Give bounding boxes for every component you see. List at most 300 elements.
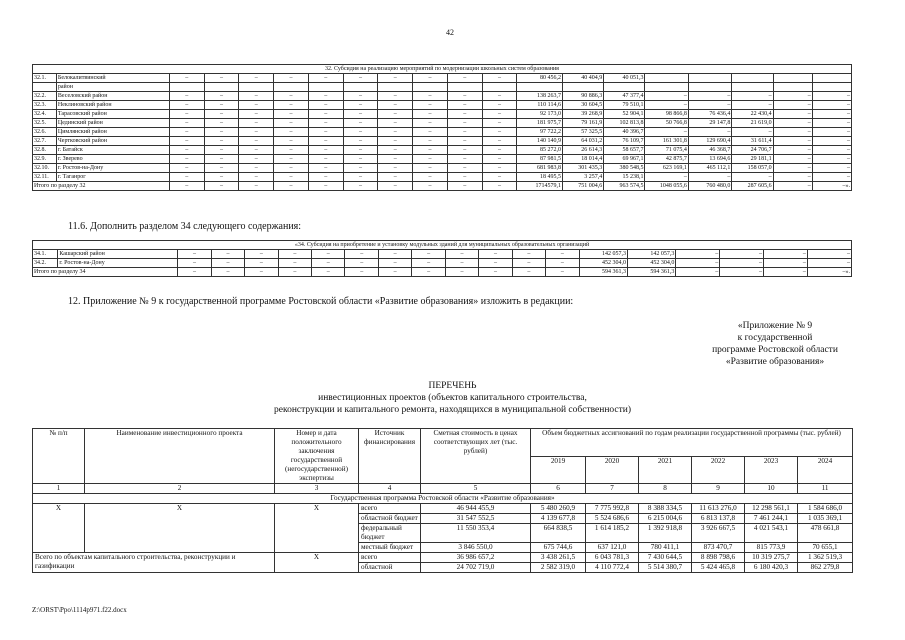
value-cell: 40 396,7 [604, 128, 645, 137]
empty-cell: – [378, 155, 413, 164]
row-number: 34.1. [33, 250, 58, 259]
value-cell: 64 031,2 [562, 137, 603, 146]
value-cell: – [764, 259, 808, 268]
empty-cell: – [308, 92, 343, 101]
value-cell: – [773, 128, 812, 137]
value-cell: 18 495,5 [517, 173, 563, 182]
empty-cell: – [378, 268, 411, 277]
row-name: Чертковский район [56, 137, 169, 146]
empty-cell: – [204, 110, 239, 119]
column-number: 4 [359, 484, 421, 494]
value-cell: 6 813 137,8 [692, 514, 745, 524]
value-cell: 3 257,4 [562, 173, 603, 182]
value-cell: 12 298 561,1 [745, 504, 798, 514]
value-cell [732, 74, 773, 83]
value-cell: 29 147,8 [688, 119, 731, 128]
row-number: 32.5. [33, 119, 57, 128]
header-no: № п/п [33, 429, 85, 484]
empty-cell: – [413, 164, 448, 173]
empty-cell: – [482, 92, 517, 101]
value-cell: 780 411,1 [639, 543, 692, 553]
empty-cell: – [482, 182, 517, 191]
empty-cell: – [512, 268, 545, 277]
year-header: 2020 [586, 456, 639, 484]
table-row [33, 173, 852, 182]
row-name: Неклиновский район [56, 101, 169, 110]
empty-cell: – [447, 182, 482, 191]
year-header: 2019 [531, 456, 586, 484]
value-cell: 142 057,3 [627, 250, 675, 259]
row-number: 32.1. [33, 74, 57, 83]
x-mark: X [33, 504, 85, 553]
empty-cell: – [169, 74, 204, 83]
empty-cell: – [512, 259, 545, 268]
row-name: г. Батайск [56, 146, 169, 155]
empty-cell: – [312, 259, 345, 268]
column-number: 6 [531, 484, 586, 494]
empty-cell: – [445, 259, 478, 268]
value-cell: 452 304,0 [579, 259, 627, 268]
empty-cell: – [546, 268, 579, 277]
value-cell: 11 550 353,4 [421, 524, 531, 543]
empty-cell: – [447, 74, 482, 83]
value-cell [688, 74, 731, 83]
footer-path: Z:\ORST\Ppo\1114p971.f22.docx [32, 606, 127, 614]
total-finance-row [33, 553, 853, 563]
value-cell: 42 875,7 [645, 155, 688, 164]
value-cell [645, 74, 688, 83]
table-section-34 [32, 240, 852, 277]
empty-cell: – [479, 259, 512, 268]
empty-cell: – [308, 137, 343, 146]
empty-cell: – [447, 164, 482, 173]
table-row [33, 128, 852, 137]
empty-cell: – [378, 74, 413, 83]
total-value: – [773, 182, 812, 191]
value-cell: 30 604,5 [562, 101, 603, 110]
empty-cell: – [204, 74, 239, 83]
empty-cell: – [278, 259, 311, 268]
row-number: 32.10. [33, 164, 57, 173]
value-cell [812, 74, 851, 83]
empty-cell: – [482, 119, 517, 128]
empty-cell: – [169, 164, 204, 173]
value-cell: 21 619,0 [732, 119, 773, 128]
value-cell: – [812, 128, 851, 137]
empty-cell: – [169, 146, 204, 155]
value-cell: – [764, 250, 808, 259]
value-cell: 92 173,0 [517, 110, 563, 119]
header-volume: Объем бюджетных ассигнований по годам реализации государственной программы (тыс. рублей) [531, 429, 853, 457]
empty-cell: – [378, 259, 411, 268]
value-cell: 26 614,3 [562, 146, 603, 155]
empty-cell: – [413, 92, 448, 101]
row-name: Веселовский район [56, 92, 169, 101]
empty-cell: – [343, 182, 378, 191]
empty-cell: – [178, 268, 211, 277]
value-cell [773, 74, 812, 83]
value-cell: 5 480 260,9 [531, 504, 586, 514]
value-cell: 110 114,6 [517, 101, 563, 110]
header-cost: Сметная стоимость в ценах соответствующих лет (тыс. рублей) [421, 429, 531, 484]
value-cell: 4 021 543,1 [745, 524, 798, 543]
value-cell: – [773, 173, 812, 182]
empty-cell: – [274, 146, 309, 155]
empty-cell: – [378, 250, 411, 259]
value-cell: – [773, 92, 812, 101]
year-header: 2024 [798, 456, 853, 484]
value-cell: 623 169,1 [645, 164, 688, 173]
table-row [33, 110, 852, 119]
value-cell: 5 424 465,8 [692, 563, 745, 573]
table-row [33, 259, 852, 268]
total-value: 760 480,0 [688, 182, 731, 191]
empty-cell: – [211, 268, 244, 277]
empty-cell: – [482, 137, 517, 146]
value-cell: 138 263,7 [517, 92, 563, 101]
empty-cell: – [482, 128, 517, 137]
value-cell: – [732, 128, 773, 137]
empty-cell: – [412, 268, 445, 277]
finance-source: всего [359, 504, 421, 514]
value-cell: 18 014,4 [562, 155, 603, 164]
empty-cell: – [447, 92, 482, 101]
value-cell: – [773, 101, 812, 110]
empty-cell: – [479, 268, 512, 277]
empty-cell: – [412, 250, 445, 259]
empty-cell: – [413, 155, 448, 164]
table-row [33, 92, 852, 101]
value-cell: – [732, 173, 773, 182]
table-row-continuation [33, 83, 852, 92]
empty-cell: – [211, 259, 244, 268]
empty-cell: – [447, 146, 482, 155]
value-cell: 98 866,8 [645, 110, 688, 119]
table-caption: «34. Субсидия на приобретение и установку модульных зданий для муниципальных образовательных организаций [33, 241, 852, 250]
value-cell: 71 075,4 [645, 146, 688, 155]
empty-cell: – [239, 137, 274, 146]
value-cell: 46 944 455,9 [421, 504, 531, 514]
row-name: Кашарский район [58, 250, 178, 259]
investment-projects-table [32, 428, 853, 573]
value-cell: – [812, 173, 851, 182]
empty-cell: – [308, 128, 343, 137]
value-cell: 862 279,8 [798, 563, 853, 573]
value-cell: 452 304,0 [627, 259, 675, 268]
table-row [33, 101, 852, 110]
value-cell: 301 435,3 [562, 164, 603, 173]
total-value: 1714579,1 [517, 182, 563, 191]
value-cell: 76 109,7 [604, 137, 645, 146]
value-cell: 7 430 644,5 [639, 553, 692, 563]
x-mark: X [85, 504, 275, 553]
value-cell: 29 181,1 [732, 155, 773, 164]
value-cell: 675 744,6 [531, 543, 586, 553]
column-number: 11 [798, 484, 853, 494]
column-number: 5 [421, 484, 531, 494]
appendix-line: «Развитие образования» [725, 357, 825, 367]
page-number: 42 [446, 28, 454, 37]
paragraph-11-6: 11.6. Дополнить разделом 34 следующего содержания: [68, 221, 302, 232]
empty-cell: – [447, 128, 482, 137]
value-cell: 129 690,4 [688, 137, 731, 146]
empty-cell: – [447, 137, 482, 146]
table-row [33, 155, 852, 164]
table-row [33, 146, 852, 155]
empty-cell: – [178, 259, 211, 268]
value-cell: – [812, 155, 851, 164]
value-cell: – [688, 128, 731, 137]
empty-cell: – [274, 110, 309, 119]
value-cell: 57 325,5 [562, 128, 603, 137]
value-cell: 39 268,9 [562, 110, 603, 119]
empty-cell: – [239, 128, 274, 137]
value-cell: 80 456,2 [517, 74, 563, 83]
value-cell: 8 898 798,6 [692, 553, 745, 563]
empty-cell: – [413, 182, 448, 191]
value-cell: 1 614 185,2 [586, 524, 639, 543]
empty-cell: – [482, 164, 517, 173]
empty-cell: – [239, 146, 274, 155]
empty-cell: – [482, 74, 517, 83]
empty-cell: – [546, 259, 579, 268]
total-label: Всего по объектам капитального строительства, реконструкции и газификации [33, 553, 275, 573]
total-value: 594 361,3 [627, 268, 675, 277]
value-cell: 13 694,6 [688, 155, 731, 164]
empty-cell: – [343, 92, 378, 101]
empty-cell: – [482, 101, 517, 110]
empty-cell: – [447, 155, 482, 164]
title-line: реконструкции и капитального ремонта, находящихся в муниципальной собственности) [273, 405, 632, 415]
empty-cell: – [413, 137, 448, 146]
appendix-line: программе Ростовской области [712, 345, 838, 355]
empty-cell: – [308, 173, 343, 182]
empty-cell: – [204, 101, 239, 110]
empty-cell: – [239, 164, 274, 173]
appendix-heading [690, 320, 860, 368]
value-cell: 85 272,0 [517, 146, 563, 155]
table-row [33, 137, 852, 146]
empty-cell: – [169, 128, 204, 137]
value-cell: – [812, 101, 851, 110]
value-cell: 380 548,5 [604, 164, 645, 173]
row-name: г. Зверево [56, 155, 169, 164]
row-name: Цединский район [56, 119, 169, 128]
value-cell: 22 430,4 [732, 110, 773, 119]
value-cell: – [645, 128, 688, 137]
empty-cell: – [378, 164, 413, 173]
empty-cell: – [378, 146, 413, 155]
empty-cell: – [274, 164, 309, 173]
empty-cell: – [308, 146, 343, 155]
total-label: Итого по разделу 34 [33, 268, 178, 277]
empty-cell: – [312, 268, 345, 277]
empty-cell: – [245, 259, 278, 268]
appendix-line: «Приложение № 9 [737, 321, 813, 331]
row-number: 32.2. [33, 92, 57, 101]
empty-cell: – [343, 74, 378, 83]
value-cell: 4 110 772,4 [586, 563, 639, 573]
table-section-32 [32, 64, 852, 191]
value-cell: 6 043 781,3 [586, 553, 639, 563]
empty-cell: – [169, 92, 204, 101]
value-cell: 142 057,3 [579, 250, 627, 259]
empty-cell: – [239, 173, 274, 182]
empty-cell: – [308, 155, 343, 164]
value-cell: 5 514 380,7 [639, 563, 692, 573]
empty-cell: – [413, 173, 448, 182]
empty-cell: – [413, 74, 448, 83]
title-line: инвестиционных проектов (объектов капитального строительства, [318, 393, 587, 403]
empty-cell: – [204, 137, 239, 146]
document-title [200, 380, 705, 416]
empty-cell: – [239, 74, 274, 83]
value-cell: – [676, 250, 720, 259]
row-name: г. Таганрог [56, 173, 169, 182]
value-cell: – [732, 101, 773, 110]
empty-cell: – [378, 137, 413, 146]
total-value: – [720, 268, 764, 277]
value-cell: – [807, 250, 851, 259]
empty-cell: – [482, 173, 517, 182]
empty-cell: – [343, 110, 378, 119]
value-cell: – [688, 173, 731, 182]
empty-cell: – [308, 182, 343, 191]
empty-cell: – [239, 119, 274, 128]
total-row [33, 182, 852, 191]
empty-cell: – [169, 137, 204, 146]
empty-cell: – [447, 110, 482, 119]
value-cell: 31 611,4 [732, 137, 773, 146]
finance-source: областной бюджет [359, 514, 421, 524]
table-caption: 32. Субсидия на реализацию мероприятий по модернизации школьных систем образования [33, 65, 852, 74]
row-name: г. Ростов-на-Дону [56, 164, 169, 173]
total-value: –». [812, 182, 851, 191]
value-cell: 1 362 519,3 [798, 553, 853, 563]
row-number: 32.7. [33, 137, 57, 146]
empty-cell: – [274, 119, 309, 128]
value-cell: 79 161,9 [562, 119, 603, 128]
value-cell: 3 926 667,5 [692, 524, 745, 543]
empty-cell: – [239, 110, 274, 119]
value-cell: 3 846 550,0 [421, 543, 531, 553]
empty-cell: – [447, 173, 482, 182]
empty-cell: – [345, 250, 378, 259]
paragraph-12: 12. Приложение № 9 к государственной программе Ростовской области «Развитие образования» изложить в редакции: [68, 296, 574, 307]
value-cell: 1 035 369,1 [798, 514, 853, 524]
value-cell: 478 661,8 [798, 524, 853, 543]
table-row [33, 164, 852, 173]
value-cell: – [773, 146, 812, 155]
row-name: Белокалитвинский [56, 74, 169, 83]
empty-cell: – [345, 268, 378, 277]
value-cell: – [688, 92, 731, 101]
column-number: 8 [639, 484, 692, 494]
empty-cell: – [378, 119, 413, 128]
value-cell: 50 766,8 [645, 119, 688, 128]
value-cell: – [688, 101, 731, 110]
value-cell: 637 121,0 [586, 543, 639, 553]
value-cell: – [732, 92, 773, 101]
row-number: 32.6. [33, 128, 57, 137]
value-cell: 87 981,5 [517, 155, 563, 164]
column-number: 10 [745, 484, 798, 494]
finance-source: федеральный бюджет [359, 524, 421, 543]
column-number: 2 [85, 484, 275, 494]
row-number: 32.3. [33, 101, 57, 110]
value-cell: 815 773,9 [745, 543, 798, 553]
value-cell: 31 547 552,5 [421, 514, 531, 524]
value-cell: 161 301,8 [645, 137, 688, 146]
value-cell: – [812, 164, 851, 173]
total-value: – [676, 268, 720, 277]
row-number: 32.9. [33, 155, 57, 164]
empty-cell: – [274, 155, 309, 164]
total-label: Итого по разделу 32 [33, 182, 170, 191]
value-cell: 15 238,1 [604, 173, 645, 182]
empty-cell: – [546, 250, 579, 259]
empty-cell: – [378, 128, 413, 137]
value-cell: – [676, 259, 720, 268]
empty-cell: – [413, 110, 448, 119]
value-cell: 2 582 319,0 [531, 563, 586, 573]
empty-cell: – [343, 101, 378, 110]
empty-cell: – [413, 128, 448, 137]
value-cell: – [720, 259, 764, 268]
x-mark: X [275, 504, 359, 553]
empty-cell: – [239, 101, 274, 110]
row-number: 34.2. [33, 259, 58, 268]
empty-cell: – [378, 173, 413, 182]
empty-cell: – [482, 155, 517, 164]
value-cell: 69 967,1 [604, 155, 645, 164]
table-row [33, 119, 852, 128]
year-header: 2021 [639, 456, 692, 484]
empty-cell: – [512, 250, 545, 259]
empty-cell: – [343, 146, 378, 155]
empty-cell: – [239, 92, 274, 101]
value-cell: – [812, 110, 851, 119]
row-name-cont: район [56, 83, 169, 92]
empty-cell: – [445, 268, 478, 277]
value-cell: 24 706,7 [732, 146, 773, 155]
value-cell: 465 112,1 [688, 164, 731, 173]
value-cell: 6 180 420,3 [745, 563, 798, 573]
value-cell: 97 722,2 [517, 128, 563, 137]
header-project-name: Наименование инвестиционного проекта [85, 429, 275, 484]
value-cell: 24 702 719,0 [421, 563, 531, 573]
empty-cell: – [278, 250, 311, 259]
total-value: –». [807, 268, 851, 277]
empty-cell: – [169, 101, 204, 110]
row-number: 32.4. [33, 110, 57, 119]
empty-cell: – [312, 250, 345, 259]
header-source: Источник финансирования [359, 429, 421, 484]
program-finance-row [33, 504, 853, 514]
value-cell: 52 904,1 [604, 110, 645, 119]
table-row [33, 74, 852, 83]
value-cell: 681 983,8 [517, 164, 563, 173]
empty-cell: – [413, 119, 448, 128]
value-cell: 40 404,9 [562, 74, 603, 83]
header-expertise: Номер и дата положительного заключения государственной (негосударственной) экспертизы [275, 429, 359, 484]
value-cell: 46 368,7 [688, 146, 731, 155]
empty-cell: – [378, 182, 413, 191]
value-cell: – [645, 92, 688, 101]
value-cell: 70 655,1 [798, 543, 853, 553]
value-cell: 1 584 686,0 [798, 504, 853, 514]
column-number: 7 [586, 484, 639, 494]
